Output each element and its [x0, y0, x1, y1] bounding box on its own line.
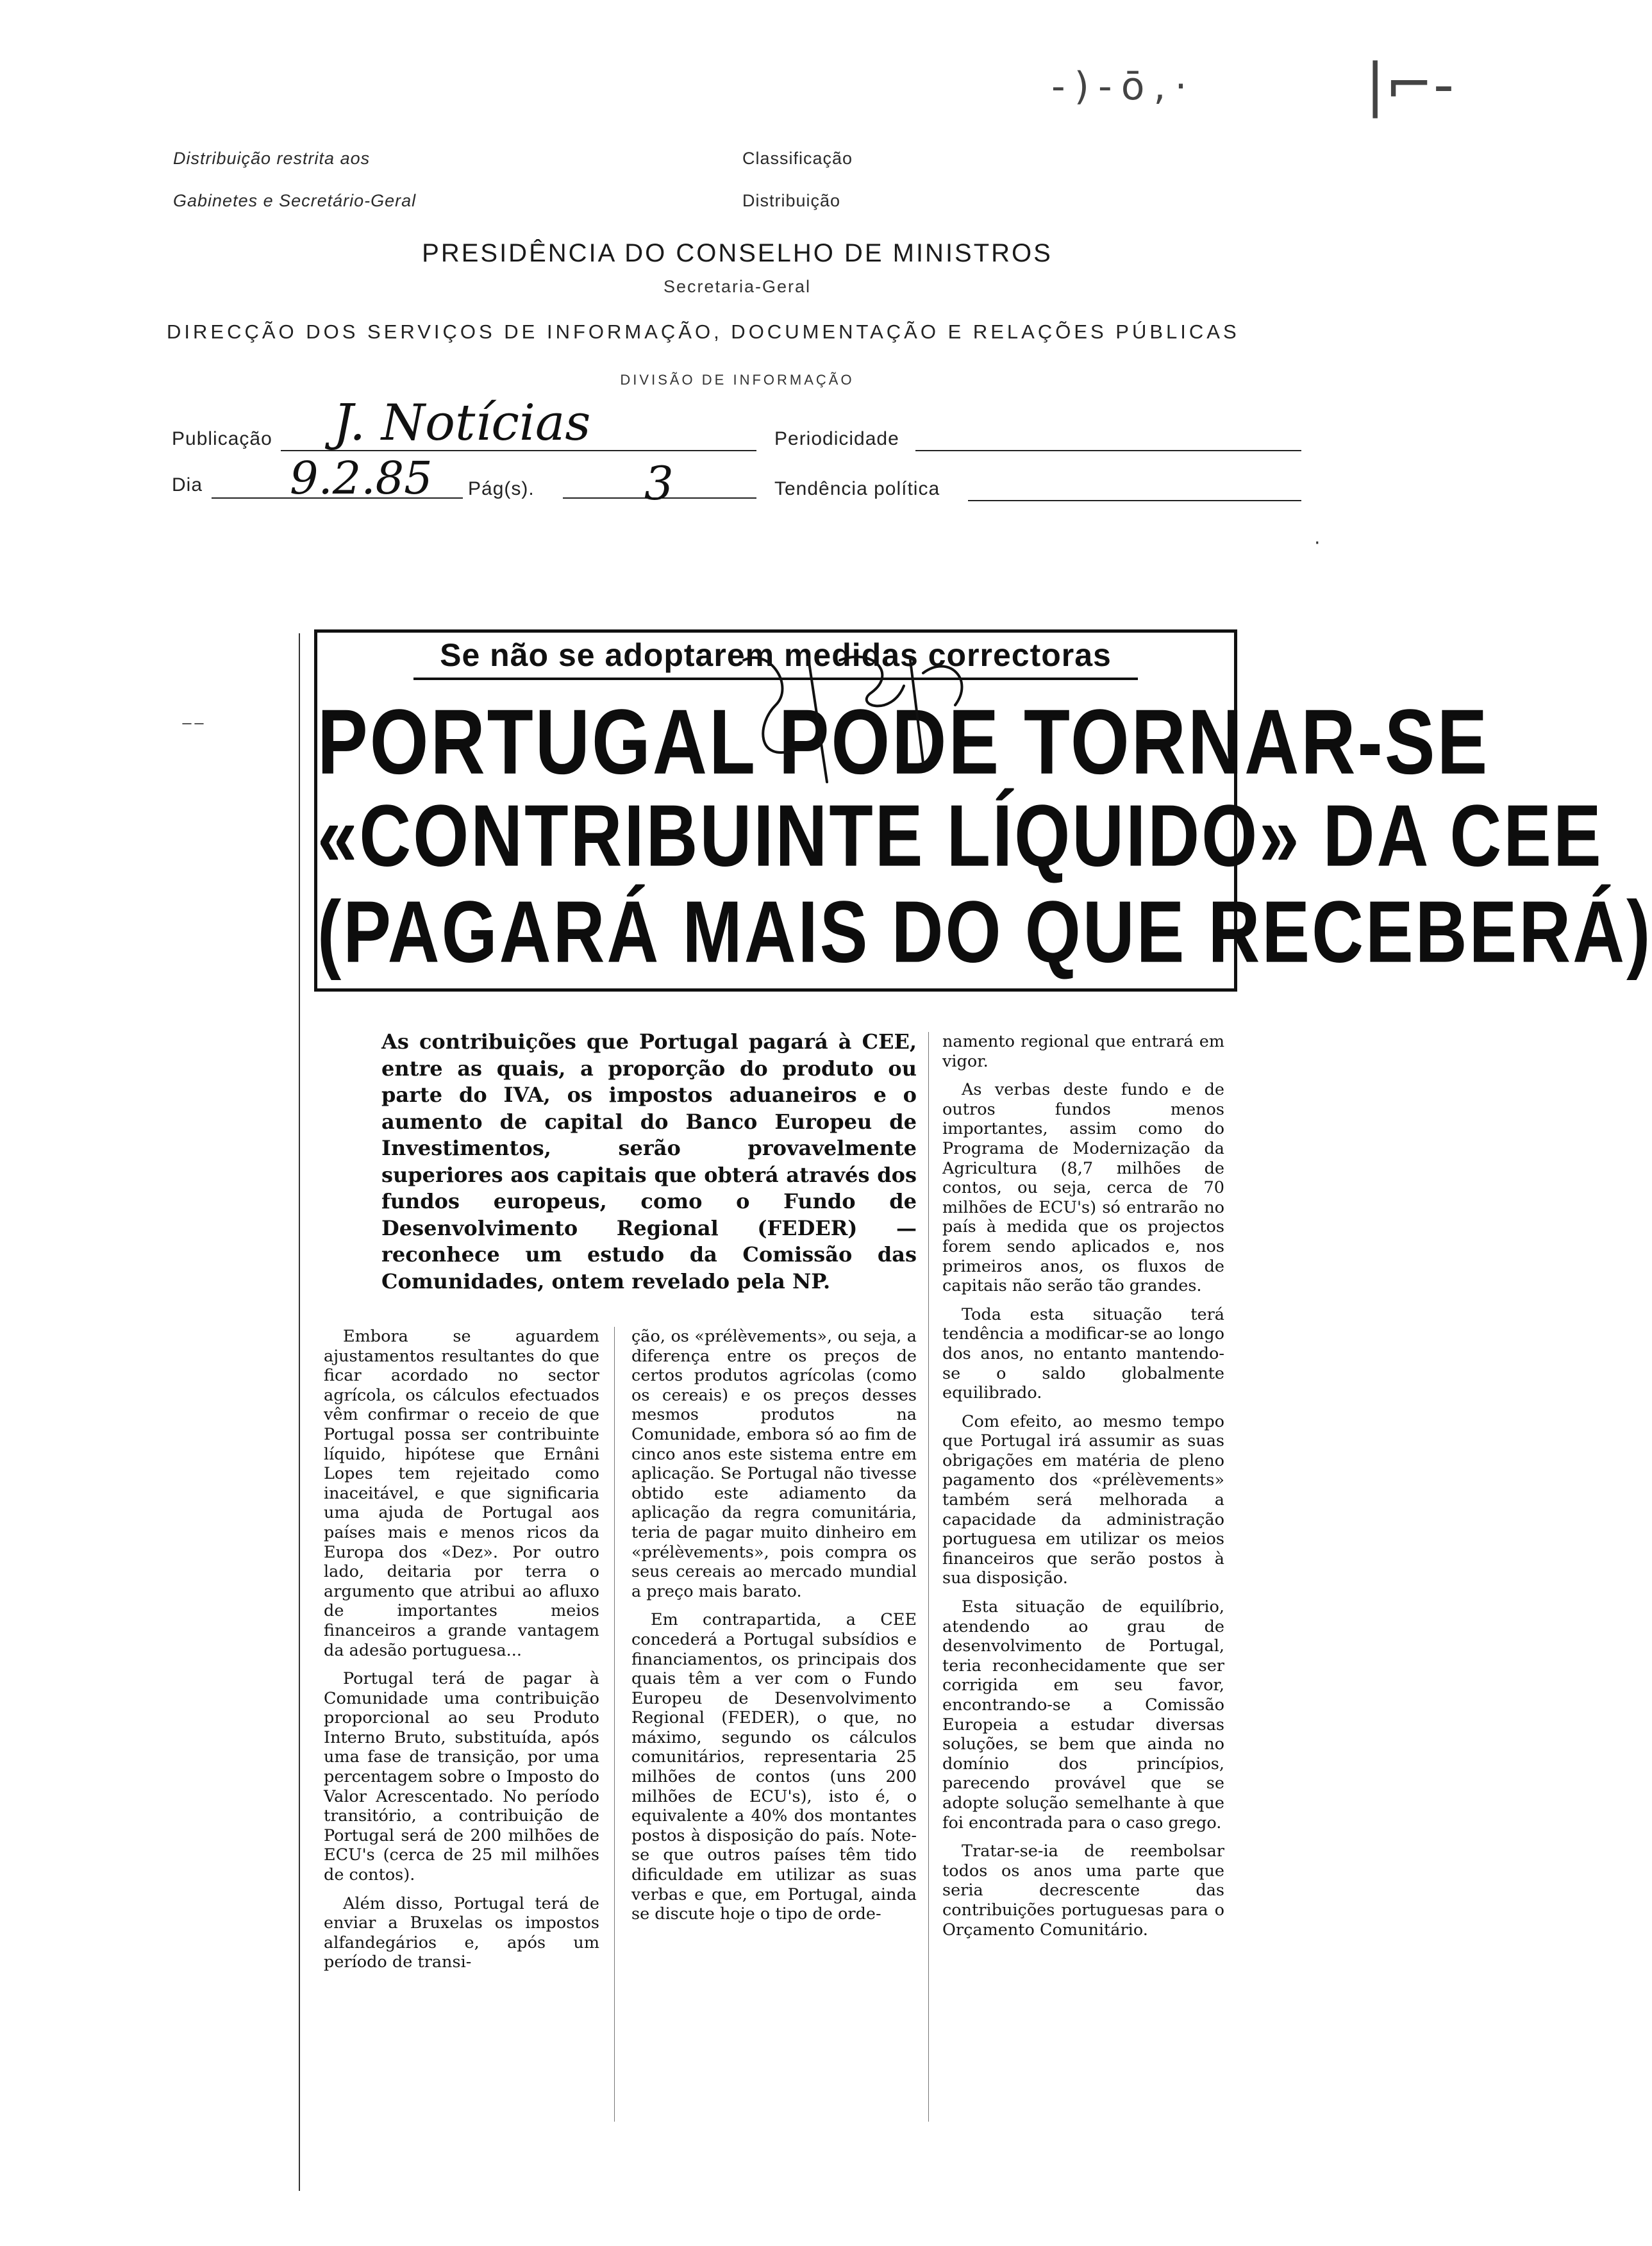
column-3-paragraph: Tratar-se-ia de reembolsar todos os anos uma parte que seria decrescente das contribuições portuguesas para o Orçamento Comunitário. [942, 1842, 1224, 1940]
publicacao-label: Publicação [172, 428, 272, 449]
column-rule-2 [928, 1032, 929, 2122]
column-3-paragraph: Esta situação de equilíbrio, atendendo ao grau de desenvolvimento de Portugal, teria reconhecidamente que ser corrigida em seu favor, encontrando-se a Comissão Europeia a estudar diversas soluções, se bem que ainda no domínio dos princípios, parecendo provável que se adopte solução semelhante à que foi encontrada para o caso grego. [942, 1597, 1224, 1833]
directorate-title: DIRECÇÃO DOS SERVIÇOS DE INFORMAÇÃO, DOCUMENTAÇÃO E RELAÇÕES PÚBLICAS [167, 320, 1240, 343]
margin-mark: · [1314, 532, 1321, 554]
periodicidade-label: Periodicidade [774, 428, 899, 449]
classification-label: Classificação [742, 149, 853, 168]
handwritten-scribble [731, 635, 1000, 801]
dia-label: Dia [172, 474, 203, 495]
ministry-title: PRESIDÊNCIA DO CONSELHO DE MINISTROS [422, 239, 1053, 267]
tendencia-line [968, 500, 1301, 501]
pags-handwritten: 3 [644, 456, 674, 510]
column-2-paragraph: ção, os «prélèvements», ou seja, a diferença entre os preços de certos produtos agrícolas (como os cereais) e os preços desses mesmos produtos na Comunidade, embora só ao fim de cinco anos este sistema entre em aplicação. Se Portugal não tivesse obtido este adiamento da aplicação da regra comunitária, teria de pagar muito dinheiro em «prélèvements», pois compra os seus cereais ao mercado mundial a preço mais barato. [631, 1327, 917, 1601]
division-title: DIVISÃO DE INFORMAÇÃO [620, 372, 855, 388]
headline-line-2: «CONTRIBUINTE LÍQUIDO» DA CEE [317, 786, 1603, 885]
column-3-paragraph: Toda esta situação terá tendência a modificar-se ao longo dos anos, no entanto mantendo-se o saldo globalmente equilibrado. [942, 1304, 1224, 1403]
column-rule-1 [614, 1327, 615, 2122]
article-column-2 [631, 1327, 917, 1933]
archive-mark-2: |⌐- [1365, 51, 1455, 119]
column-1-paragraph: Além disso, Portugal terá de enviar a Bruxelas os impostos alfandegários e, após um período de transi- [324, 1893, 599, 1972]
column-3-paragraph: Com efeito, ao mesmo tempo que Portugal irá assumir as suas obrigações em matéria de pleno pagamento dos «prélèvements» também será melhorada a capacidade da administração portuguesa em utilizar os meios financeiros que serão postos à sua disposição. [942, 1411, 1224, 1588]
tendencia-label: Tendência política [774, 478, 940, 499]
column-1-paragraph: Portugal terá de pagar à Comunidade uma contribuição proporcional ao seu Produto Interno Bruto, substituída, após uma fase de transição, por uma percentagem sobre o Imposto do Valor Acrescentado. No período transitório, a contribuição de Portugal será de 200 milhões de ECU's (cerca de 25 mil milhões de contos). [324, 1669, 599, 1885]
margin-dash: ⁻⁻ [181, 715, 206, 741]
column-2-paragraph: Em contrapartida, a CEE concederá a Portugal subsídios e financiamentos, os principais dos quais têm a ver com o Fundo Europeu de Desenvolvimento Regional (FEDER), o que, no máximo, segundo os cálculos comunitários, representaria 25 milhões de contos (uns 200 milhões de ECU's), isto é, o equivalente a 40% dos montantes postos à disposição do país. Note-se que outros países têm tido dificuldade em utilizar as suas verbas e que, em Portugal, ainda se discute hoje o tipo de orde- [631, 1610, 917, 1924]
article-lead: As contribuições que Portugal pagará à CEE, entre as quais, a proporção do produto ou parte do IVA, os impostos aduaneiros e o aumento de capital do Banco Europeu de Investimentos, serão provavelmente superiores aos capitais que obterá através dos fundos europeus, como o Fundo de Desenvolvimento Regional (FEDER) — reconhece um estudo da Comissão das Comunidades, ontem revelado pela NP. [381, 1029, 917, 1294]
secretaria-geral: Secretaria-Geral [663, 277, 812, 296]
periodicidade-line [915, 450, 1301, 451]
column-1-paragraph: Embora se aguardem ajustamentos resultantes do que ficar acordado no sector agrícola, os cálculos efectuados vêm confirmar o receio de que Portugal possa ser contribuinte líquido, hipótese que Ernâni Lopes tem rejeitado como inaceitável, e que significaria uma ajuda de Portugal aos países mais e menos ricos da Europa dos «Dez». Por outro lado, deitaria por terra o argumento que atribui ao afluxo de importantes meios financeiros a grande vantagem da adesão portuguesa... [324, 1327, 599, 1660]
kicker: Se não se adoptarem medidas correctoras [440, 637, 1112, 673]
publicacao-handwritten: J. Notícias [333, 394, 591, 452]
clipping-left-rule [299, 633, 300, 2191]
distribution-restricted-line2: Gabinetes e Secretário-Geral [173, 191, 417, 210]
column-3-paragraph: As verbas deste fundo e de outros fundos menos importantes, assim como do Programa de Modernização da Agricultura (8,7 milhões de contos, ou seja, cerca de 70 milhões de ECU's) só entrarão no país à medida que os projectos forem sendo aplicados e, nos primeiros anos, os fluxos de capitais não serão tão grandes. [942, 1080, 1224, 1296]
dia-handwritten: 9.2.85 [290, 452, 433, 504]
archive-mark: -)-ō,· [1051, 64, 1196, 109]
headline-line-3: (PAGARÁ MAIS DO QUE RECEBERÁ) [317, 883, 1652, 981]
distribution-restricted-line1: Distribuição restrita aos [173, 149, 371, 168]
distribution-label: Distribuição [742, 191, 841, 210]
article-column-3 [942, 1032, 1224, 1949]
column-3-paragraph: namento regional que entrará em vigor. [942, 1032, 1224, 1071]
article-column-1 [324, 1327, 599, 1981]
pags-label: Pág(s). [468, 478, 535, 499]
headline-line-1: PORTUGAL PODE TORNAR-SE [317, 690, 1490, 794]
